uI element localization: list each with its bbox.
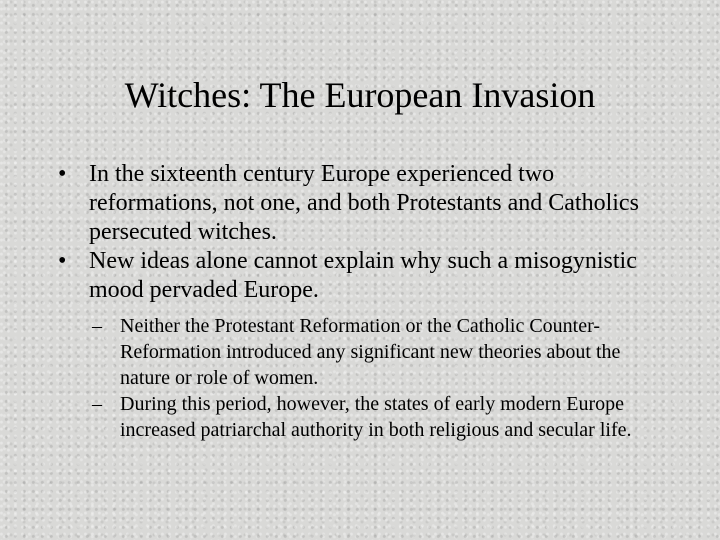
bullet-text: In the sixteenth century Europe experienced two reformations, not one, and both Protestants and Catholics persecuted witches. — [89, 161, 639, 245]
bullet-text: New ideas alone cannot explain why such a misogynistic mood pervaded Europe. — [89, 248, 637, 303]
slide-title: Witches: The European Invasion — [124, 75, 596, 115]
sub-bullet-item — [92, 313, 668, 391]
slide-body — [58, 160, 668, 443]
bullet-marker: • — [58, 161, 67, 187]
sub-bullet-marker: – — [92, 315, 102, 337]
sub-bullet-marker: – — [92, 393, 102, 415]
bullet-marker: • — [58, 248, 67, 274]
bullet-item — [58, 160, 668, 247]
sub-bullet-list — [58, 313, 668, 443]
sub-bullet-text: During this period, however, the states of early modern Europe increased patriarchal authority in both religious and secular life. — [120, 393, 632, 441]
sub-bullet-text: Neither the Protestant Reformation or the Catholic Counter-Reformation introduced any significant new theories about the nature or role of women. — [120, 315, 621, 389]
sub-bullet-item — [92, 391, 668, 443]
bullet-item — [58, 247, 668, 305]
